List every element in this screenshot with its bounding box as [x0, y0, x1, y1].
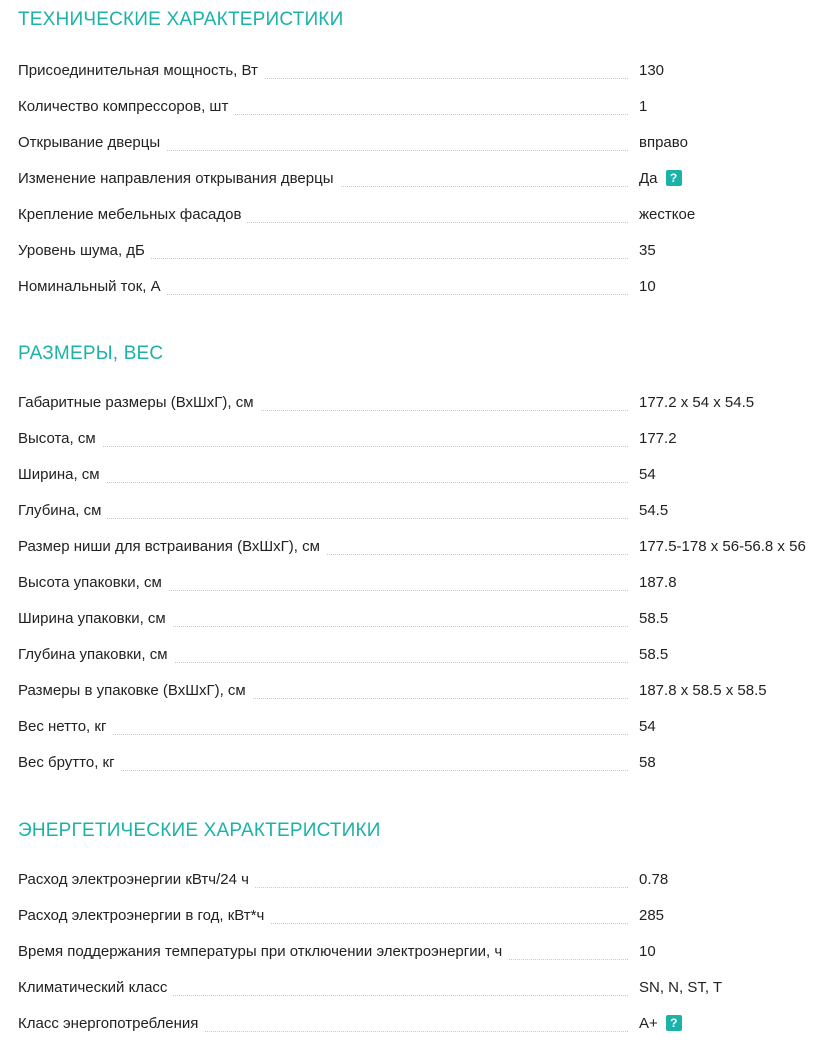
spec-value-cell	[639, 242, 656, 259]
spec-label: Вес нетто, кг	[18, 718, 112, 735]
spec-value: 58.5	[639, 645, 669, 663]
spec-label: Класс энергопотребления	[18, 1015, 204, 1032]
spec-row	[18, 969, 829, 1005]
spec-row	[18, 636, 829, 672]
question-mark-icon[interactable]: ?	[666, 1015, 682, 1031]
spec-row	[18, 708, 829, 744]
spec-row	[18, 88, 829, 124]
spec-label: Крепление мебельных фасадов	[18, 206, 247, 223]
spec-label-cell	[18, 1005, 628, 1041]
spec-list-dimensions	[18, 384, 829, 780]
leader-dots	[18, 446, 628, 447]
spec-value-cell	[639, 62, 664, 79]
spec-value-cell	[639, 718, 656, 735]
leader-dots	[18, 518, 628, 519]
spec-value: 285	[639, 906, 665, 924]
spec-value: 58	[639, 753, 656, 771]
spec-row	[18, 528, 829, 564]
spec-value-cell	[639, 754, 656, 771]
spec-value: 177.2	[639, 429, 677, 447]
spec-value: 187.8 x 58.5 x 58.5	[639, 681, 767, 699]
spec-row	[18, 52, 829, 88]
spec-list-technical	[18, 52, 829, 304]
spec-value: 177.5-178 x 56-56.8 x 56	[639, 537, 806, 555]
spec-row	[18, 268, 829, 304]
spec-value-cell	[639, 979, 722, 996]
spec-row	[18, 124, 829, 160]
spec-value-cell	[639, 682, 767, 699]
spec-label: Расход электроэнергии кВтч/24 ч	[18, 871, 255, 888]
spec-row	[18, 1005, 829, 1041]
spec-label-cell	[18, 600, 628, 636]
spec-value-cell	[639, 466, 656, 483]
spec-label: Вес брутто, кг	[18, 754, 121, 771]
spec-value-cell	[639, 98, 647, 115]
spec-label: Размер ниши для встраивания (ВхШхГ), см	[18, 538, 326, 555]
spec-value-cell	[639, 943, 656, 960]
spec-value: 177.2 x 54 x 54.5	[639, 393, 755, 411]
spec-value: 130	[639, 61, 665, 79]
spec-value-cell	[639, 206, 695, 223]
spec-row	[18, 564, 829, 600]
section-technical	[18, 8, 829, 304]
spec-value: 54	[639, 465, 656, 483]
section-title-energy: ЭНЕРГЕТИЧЕСКИЕ ХАРАКТЕРИСТИКИ	[18, 820, 381, 841]
spec-value: 10	[639, 277, 656, 295]
spec-label: Уровень шума, дБ	[18, 242, 151, 259]
spec-row	[18, 492, 829, 528]
spec-label: Открывание дверцы	[18, 134, 166, 151]
spec-value-cell	[639, 278, 656, 295]
section-title-technical: ТЕХНИЧЕСКИЕ ХАРАКТЕРИСТИКИ	[18, 9, 344, 30]
spec-row	[18, 933, 829, 969]
spec-value-cell	[639, 871, 668, 888]
spec-label-cell	[18, 456, 628, 492]
spec-row	[18, 384, 829, 420]
spec-value: 10	[639, 942, 656, 960]
spec-label-cell	[18, 268, 628, 304]
spec-value-cell	[639, 538, 806, 555]
spec-label-cell	[18, 528, 628, 564]
spec-row	[18, 456, 829, 492]
spec-list-energy	[18, 861, 829, 1041]
spec-label: Глубина упаковки, см	[18, 646, 174, 663]
spec-label-cell	[18, 861, 628, 897]
spec-value-cell	[639, 1015, 682, 1032]
spec-label-cell	[18, 897, 628, 933]
section-title-dimensions: РАЗМЕРЫ, ВЕС	[18, 343, 164, 364]
spec-value-cell	[639, 430, 677, 447]
spec-label: Ширина упаковки, см	[18, 610, 172, 627]
spec-label-cell	[18, 160, 628, 196]
spec-label: Глубина, см	[18, 502, 107, 519]
spec-value: SN, N, ST, T	[639, 978, 723, 996]
spec-label-cell	[18, 492, 628, 528]
spec-value-cell	[639, 170, 682, 187]
spec-label-cell	[18, 88, 628, 124]
spec-value-cell	[639, 574, 677, 591]
spec-value: 1	[639, 97, 648, 115]
spec-value: Да	[639, 169, 658, 187]
leader-dots	[18, 482, 628, 483]
spec-label-cell	[18, 52, 628, 88]
spec-label-cell	[18, 672, 628, 708]
spec-value-cell	[639, 646, 668, 663]
spec-value: 0.78	[639, 870, 669, 888]
spec-label: Время поддержания температуры при отключении электроэнергии, ч	[18, 943, 508, 960]
spec-value: 54.5	[639, 501, 669, 519]
spec-label: Количество компрессоров, шт	[18, 98, 234, 115]
spec-label-cell	[18, 969, 628, 1005]
spec-label: Присоединительная мощность, Вт	[18, 62, 264, 79]
spec-label-cell	[18, 708, 628, 744]
spec-label: Размеры в упаковке (ВхШхГ), см	[18, 682, 252, 699]
spec-value: 35	[639, 241, 656, 259]
spec-label-cell	[18, 420, 628, 456]
spec-row	[18, 420, 829, 456]
spec-label-cell	[18, 636, 628, 672]
spec-row	[18, 600, 829, 636]
spec-label-cell	[18, 196, 628, 232]
spec-label-cell	[18, 232, 628, 268]
question-mark-icon[interactable]: ?	[666, 170, 682, 186]
spec-value-cell	[639, 610, 668, 627]
spec-label-cell	[18, 124, 628, 160]
spec-label: Высота упаковки, см	[18, 574, 168, 591]
spec-label: Ширина, см	[18, 466, 106, 483]
spec-row	[18, 744, 829, 780]
spec-label-cell	[18, 744, 628, 780]
spec-row	[18, 897, 829, 933]
spec-row	[18, 672, 829, 708]
spec-value-cell	[639, 394, 754, 411]
spec-label-cell	[18, 384, 628, 420]
spec-label-cell	[18, 564, 628, 600]
spec-row	[18, 861, 829, 897]
spec-row	[18, 232, 829, 268]
spec-value: A+	[639, 1014, 658, 1032]
spec-row	[18, 196, 829, 232]
spec-label: Изменение направления открывания дверцы	[18, 170, 340, 187]
spec-label: Расход электроэнергии в год, кВт*ч	[18, 907, 270, 924]
spec-value: 187.8	[639, 573, 677, 591]
spec-label: Климатический класс	[18, 979, 173, 996]
spec-value: 58.5	[639, 609, 669, 627]
spec-label-cell	[18, 933, 628, 969]
spec-label: Номинальный ток, А	[18, 278, 167, 295]
spec-label: Высота, см	[18, 430, 102, 447]
spec-value: жесткое	[639, 205, 696, 223]
section-energy	[18, 819, 829, 1041]
spec-row	[18, 160, 829, 196]
spec-value: 54	[639, 717, 656, 735]
spec-value-cell	[639, 502, 668, 519]
spec-value-cell	[639, 134, 688, 151]
spec-value-cell	[639, 907, 664, 924]
spec-label: Габаритные размеры (ВхШхГ), см	[18, 394, 260, 411]
section-dimensions	[18, 342, 829, 780]
spec-value: вправо	[639, 133, 688, 151]
